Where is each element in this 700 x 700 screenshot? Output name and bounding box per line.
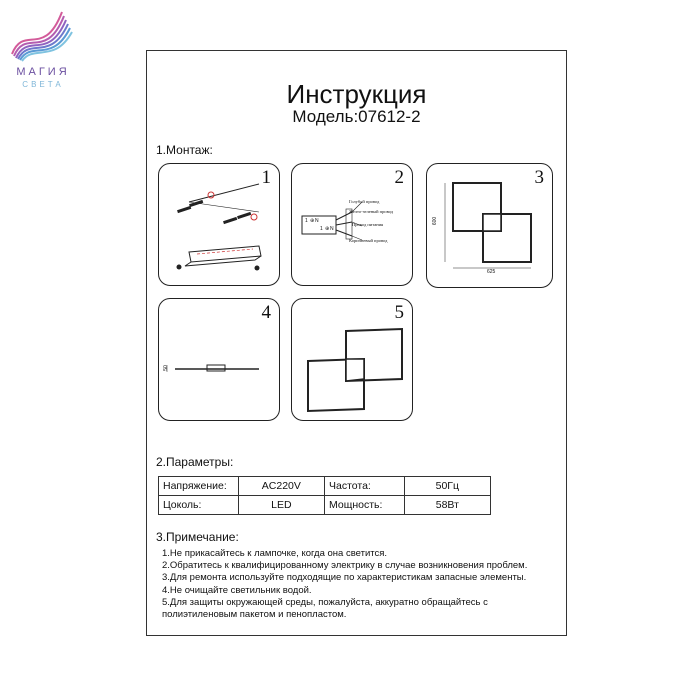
dimension-width: 625 [487,269,496,275]
diagram-number: 5 [394,302,404,323]
side-profile-diagram [159,299,280,421]
terminal-mark: N [330,226,334,232]
diagram-number: 4 [261,302,271,323]
diagram-3 [426,163,553,288]
terminal-mark: N [315,218,319,224]
table-cell: 50Гц [404,477,490,496]
perspective-view-diagram [292,299,413,421]
dimension-height: 600 [432,216,439,226]
table-row [159,477,491,496]
section-params-heading: 2.Параметры: [156,455,234,469]
table-cell: Напряжение: [159,477,239,496]
doc-title: Инструкция [286,79,427,109]
section-notes-heading: 3.Примечание: [156,530,239,544]
list-item: 2.Обратитесь к квалифицированному электрику в случае возникновения проблем. [162,560,528,572]
diagram-2 [291,163,413,286]
terminal-mark: 1 [320,226,323,232]
list-item: 5.Для защиты окружающей среды, пожалуйста, аккуратно обращайтесь с [162,596,488,608]
list-item: полиэтиленовым пакетом и пенопластом. [162,609,347,621]
notes-list [162,548,527,621]
doc-model: Модель:07612-2 [292,107,421,126]
diagram-number: 1 [261,167,271,188]
terminal-mark: ⊕ [310,218,315,224]
table-cell: Частота: [324,477,404,496]
wire-label-brown: Коричневый провод [349,238,388,243]
list-item: 4.Не очищайте светильник водой. [162,584,312,596]
list-item: 3.Для ремонта используйте подходящие по характеристикам запасные элементы. [162,572,527,584]
instruction-sheet [146,50,567,636]
brand-subtitle: СВЕТА [22,80,64,89]
table-row [159,496,491,515]
terminal-mark: ⊕ [325,226,330,232]
list-item: 1.Не прикасайтесь к лампочке, когда она светится. [162,548,388,559]
params-table [158,476,491,515]
wire-label-blue: Голубой провод [349,199,380,204]
section-mount-heading: 1.Монтаж: [156,143,213,157]
mounting-screws-diagram [159,164,280,286]
table-cell: AC220V [238,477,324,496]
diagram-4 [158,298,280,421]
diagram-number: 2 [394,167,404,188]
wire-label-power: Провод питания [352,222,384,227]
table-cell: 58Вт [404,496,490,515]
brand-name: МАГИЯ [16,66,70,78]
brand-logo-mark [4,4,84,68]
table-cell: Цоколь: [159,496,239,515]
wire-label-yellow-green: Желто-зеленый провод [349,209,394,214]
table-cell: Мощность: [324,496,404,515]
dimension-height: 50 [162,365,169,371]
diagram-1 [158,163,280,286]
diagram-number: 3 [534,167,544,188]
table-cell: LED [238,496,324,515]
diagram-5 [291,298,413,421]
terminal-mark: 1 [305,218,308,224]
